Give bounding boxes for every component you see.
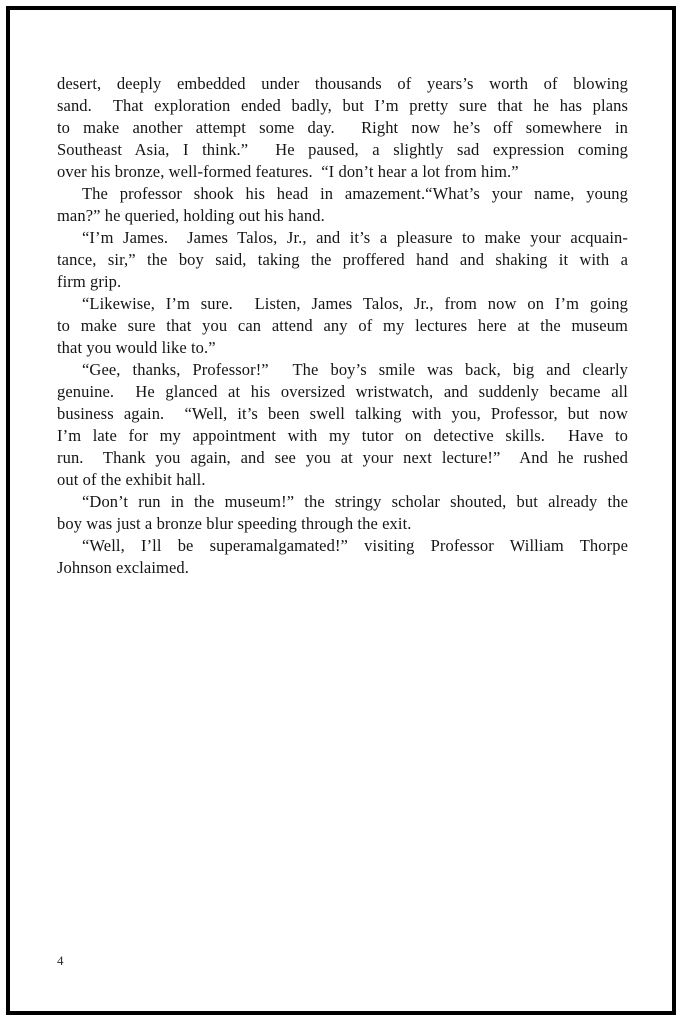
text-line: Southeast Asia, I think.” He paused, a slightly sad expression coming xyxy=(57,140,628,159)
text-line: “Likewise, I’m sure. Listen, James Talos, Jr., from now on I’m going xyxy=(82,294,628,313)
text-line: sand. That exploration ended badly, but I’m pretty sure that he has plans xyxy=(57,96,628,115)
text-line: business again. “Well, it’s been swell talking with you, Professor, but now xyxy=(57,404,628,423)
paragraph xyxy=(57,535,628,579)
text-line: run. Thank you again, and see you at your next lecture!” And he rushed xyxy=(57,448,628,467)
text-line: “I’m James. James Talos, Jr., and it’s a pleasure to make your acquain- xyxy=(82,228,628,247)
text-line: that you would like to.” xyxy=(57,338,216,357)
text-line: firm grip. xyxy=(57,272,122,291)
body-text xyxy=(57,73,628,579)
text-line: over his bronze, well-formed features. “I don’t hear a lot from him.” xyxy=(57,162,519,181)
paragraph xyxy=(57,183,628,227)
text-line: genuine. He glanced at his oversized wristwatch, and suddenly became all xyxy=(57,382,628,401)
paragraph xyxy=(57,73,628,183)
text-line: “Gee, thanks, Professor!” The boy’s smile was back, big and clearly xyxy=(82,360,628,379)
text-line: man?” he queried, holding out his hand. xyxy=(57,206,325,225)
text-line: boy was just a bronze blur speeding through the exit. xyxy=(57,514,412,533)
text-line: out of the exhibit hall. xyxy=(57,470,206,489)
text-line: Johnson exclaimed. xyxy=(57,558,189,577)
page-number: 4 xyxy=(57,953,64,968)
text-line: desert, deeply embedded under thousands of years’s worth of blowing xyxy=(57,74,628,93)
paragraph xyxy=(57,227,628,293)
text-line: The professor shook his head in amazement.“What’s your name, young xyxy=(82,184,628,203)
text-line: “Don’t run in the museum!” the stringy scholar shouted, but already the xyxy=(82,492,628,511)
paragraph xyxy=(57,359,628,491)
text-line: I’m late for my appointment with my tutor on detective skills. Have to xyxy=(57,426,628,445)
paragraph xyxy=(57,293,628,359)
text-line: tance, sir,” the boy said, taking the proffered hand and shaking it with a xyxy=(57,250,628,269)
paragraph xyxy=(57,491,628,535)
text-line: “Well, I’ll be superamalgamated!” visiting Professor William Thorpe xyxy=(82,536,628,555)
text-line: to make another attempt some day. Right now he’s off somewhere in xyxy=(57,118,628,137)
text-line: to make sure that you can attend any of my lectures here at the museum xyxy=(57,316,628,335)
